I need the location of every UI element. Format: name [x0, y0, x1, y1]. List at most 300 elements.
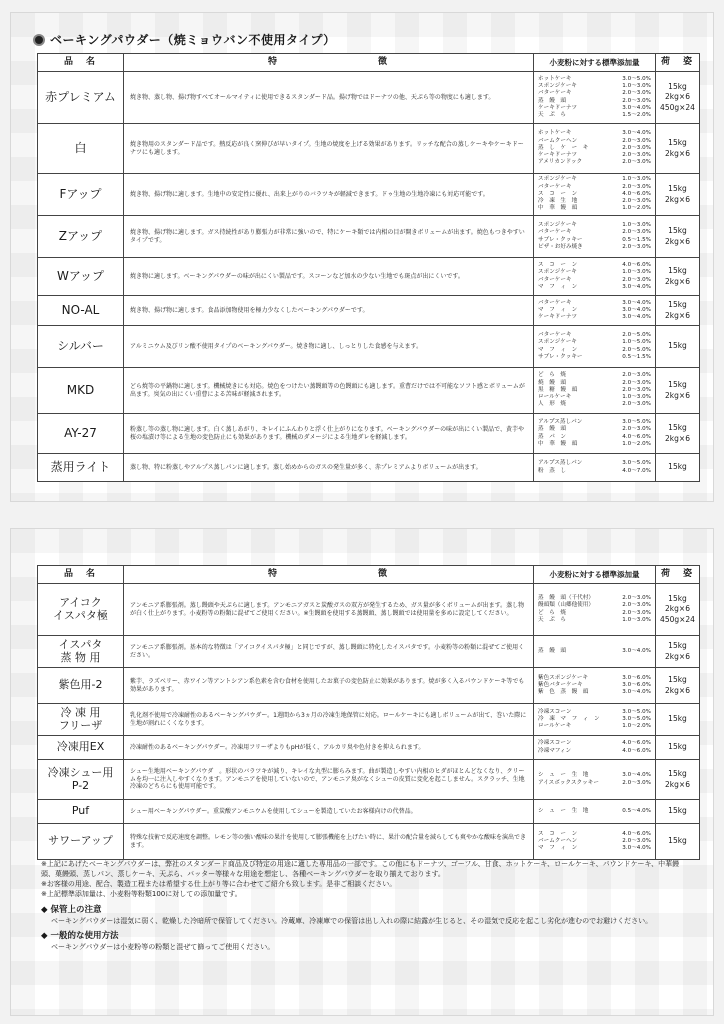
pack-size: 2kg×6 — [665, 236, 690, 246]
pack-cell — [656, 258, 700, 296]
product-name: Zアップ — [38, 216, 124, 258]
addition-cell — [534, 584, 656, 636]
pack-cell — [656, 800, 700, 824]
addition-row — [538, 808, 651, 815]
addition-amount: 1.0〜5.0% — [622, 339, 651, 346]
addition-row — [538, 602, 651, 609]
product-row — [38, 736, 700, 760]
addition-amount: 4.0〜6.0% — [622, 433, 651, 440]
addition-cell — [534, 368, 656, 414]
pack-size: 2kg×6 — [665, 148, 690, 158]
addition-row — [538, 723, 651, 730]
usage-text: ベーキングパウダーは小麦粉等の粉類と混ぜて篩ってご使用ください。 — [51, 943, 275, 952]
product-name: NO-AL — [38, 296, 124, 326]
product-name-line: 冷凍用EX — [56, 740, 105, 754]
addition-amount: 2.0〜3.0% — [622, 372, 651, 379]
addition-amount: 1.0〜2.0% — [622, 440, 651, 447]
storage-heading: ◆ 保管上の注意 — [41, 904, 102, 915]
addition-amount: 3.0〜4.0% — [622, 306, 651, 313]
header-pack: 荷 姿 — [656, 566, 700, 584]
product-description: 特殊な技術で反応速度を調整。レモン等の強い酸味の果汁を使用して膨張機能を上げたい時に、果汁の配合量を減らしても爽やかな酸味を演出できます。 — [124, 824, 534, 860]
product-row — [38, 704, 700, 736]
addition-row — [538, 441, 651, 448]
header-feature: 特 徴 — [124, 566, 534, 584]
product-row — [38, 584, 700, 636]
addition-amount: 2.0〜3.0% — [622, 379, 651, 386]
pack-cell — [656, 368, 700, 414]
addition-item: ピザ・お好み焼き — [538, 243, 583, 250]
addition-row — [538, 300, 651, 307]
pack-cell — [656, 296, 700, 326]
addition-cell — [534, 736, 656, 760]
addition-amount: 3.0〜5.0% — [622, 75, 651, 82]
addition-amount: 3.0〜4.0% — [622, 130, 651, 137]
addition-amount: 2.0〜5.0% — [622, 346, 651, 353]
addition-amount: 4.0〜7.0% — [622, 467, 651, 474]
addition-row — [538, 237, 651, 244]
addition-item: 紫色スポンジケーキ — [538, 674, 589, 681]
addition-row — [538, 112, 651, 119]
addition-row — [538, 426, 651, 433]
product-description: 粉蒸し等の蒸し物に適します。白く蒸しあがり、キレイにふんわりと浮く仕上がりになります。ベーキングパウダーの味が出にくい製品で、黄芋や桜の塩漬け等による生地の変色防止にも効果があります。機械のダメージによる生地ダレを軽減します。 — [124, 414, 534, 454]
addition-item: シ ュ ー 生 地 — [538, 807, 589, 814]
addition-item: 冷凍マフィン — [538, 747, 572, 754]
addition-amount: 2.0〜3.0% — [622, 401, 651, 408]
addition-amount: 4.0〜6.0% — [622, 190, 651, 197]
product-name-line: サワーアップ — [48, 834, 113, 848]
addition-row — [538, 76, 651, 83]
addition-amount: 3.0〜4.0% — [622, 772, 651, 779]
pack-cell — [656, 636, 700, 668]
product-description: 紫芋、ラズベリー、赤ワイン等アントシアン系色素を含む食材を使用したお菓子の変色防止に効果があります。焼が多く入るパウンドケーキ等でも効果があります。 — [124, 668, 534, 704]
pack-size: 15kg — [668, 769, 687, 779]
addition-amount: 2.0〜3.0% — [622, 386, 651, 393]
addition-row — [538, 159, 651, 166]
addition-row — [538, 610, 651, 617]
addition-amount: 2.0〜3.0% — [622, 229, 651, 236]
addition-row — [538, 98, 651, 105]
addition-row — [538, 229, 651, 236]
product-row — [38, 454, 700, 482]
addition-item: 焼 饅 頭 — [538, 379, 566, 386]
addition-amount: 2.0〜3.0% — [622, 243, 651, 250]
addition-row — [538, 354, 651, 361]
addition-item: マ フ ィ ン — [538, 346, 578, 353]
product-name: MKD — [38, 368, 124, 414]
pack-size: 2kg×6 — [665, 310, 690, 320]
product-description: 冷凍耐性のあるベーキングパウダー。冷凍用フリーザよりもpHが低く、アルカリ臭や色付きを抑えられます。 — [124, 736, 534, 760]
addition-item: ケーキドーナツ — [538, 104, 578, 111]
addition-amount: 1.0〜3.0% — [622, 269, 651, 276]
addition-item: 黒 糖 饅 頭 — [538, 386, 578, 393]
addition-amount: 2.0〜3.0% — [622, 137, 651, 144]
addition-item: アルプス蒸しパン — [538, 460, 583, 467]
pack-cell — [656, 124, 700, 174]
addition-item: 中 華 饅 頭 — [538, 205, 578, 212]
pack-size: 2kg×6 — [665, 651, 690, 661]
addition-amount: 2.0〜3.0% — [622, 779, 651, 786]
product-row — [38, 368, 700, 414]
addition-item: 天 ぷ ら — [538, 616, 566, 623]
title-text: ベーキングパウダー（焼ミョウバン不使用タイプ） — [50, 33, 336, 47]
addition-amount: 2.0〜3.0% — [622, 837, 651, 844]
addition-item: 蒸 饅 頭 — [538, 426, 566, 433]
addition-cell — [534, 668, 656, 704]
addition-amount: 2.0〜3.0% — [622, 198, 651, 205]
pack-size: 15kg — [668, 138, 687, 148]
addition-amount: 3.0〜5.0% — [622, 418, 651, 425]
addition-row — [538, 244, 651, 251]
addition-item: マ フ ィ ン — [538, 306, 578, 313]
addition-row — [538, 269, 651, 276]
addition-item: スポンジケーキ — [538, 176, 577, 183]
addition-amount: 1.0〜3.0% — [622, 176, 651, 183]
product-name: 白 — [38, 124, 124, 174]
addition-row — [538, 709, 651, 716]
addition-row — [538, 401, 651, 408]
addition-item: ケーキドーナツ — [538, 314, 578, 321]
addition-item: スポンジケーキ — [538, 221, 577, 228]
addition-amount: 2.0〜3.0% — [622, 159, 651, 166]
addition-cell — [534, 326, 656, 368]
addition-amount: 2.0〜3.0% — [622, 183, 651, 190]
addition-item: マ フ ィ ン — [538, 845, 578, 852]
product-description: どら焼等の平鍋物に適します。機械焼きにも対応。焼色をつけたい蒸饅頭等の色饅頭にも適します。重曹だけでは不可能なソフト感とボリュームが出ます。臭気の出にくい重曹による苦味が軽減されます。 — [124, 368, 534, 414]
addition-row — [538, 772, 651, 779]
product-description: アンモニア系膨張剤。基本的な特徴は「アイコクイスパタ極」と同じですが、蒸し饅頭に特化したイスパタです。小麦粉等の粉類に混ぜてご使用ください。 — [124, 636, 534, 668]
addition-row — [538, 105, 651, 112]
addition-row — [538, 138, 651, 145]
addition-amount: 3.0〜5.0% — [622, 708, 651, 715]
product-row — [38, 824, 700, 860]
pack-size: 2kg×6 — [665, 276, 690, 286]
product-description: 焼き物、揚げ物に適します。食品添加物使用を極力少なくしたベーキングパウダーです。 — [124, 296, 534, 326]
pack-cell — [656, 760, 700, 800]
note-line: ※上記にあげたベーキングパウダーは、弊社のスタンダード商品及び特定の用途に適した専用品の一部です。この他にもドーナツ、ゴーフル、甘食、ホットケーキ、ロールケーキ、パウンドケーキ、中華饅頭、菓饅頭、蒸しパン、蒸しケーキ、天ぷら、バッター等様々な用途を想定し、各種ベーキングパウダーを取り揃えております。 — [41, 860, 680, 879]
addition-amount: 4.0〜6.0% — [622, 830, 651, 837]
pack-size: 15kg — [668, 675, 687, 685]
pack-cell — [656, 72, 700, 124]
addition-item: 天 ぷ ら — [538, 112, 566, 119]
product-row — [38, 258, 700, 296]
addition-amount: 1.0〜2.0% — [622, 205, 651, 212]
addition-row — [538, 284, 651, 291]
header-name: 品 名 — [38, 566, 124, 584]
addition-row — [538, 460, 651, 467]
addition-amount: 2.0〜3.0% — [622, 276, 651, 283]
pack-size: 450g×24 — [660, 102, 695, 112]
product-name: シルバー — [38, 326, 124, 368]
addition-cell — [534, 800, 656, 824]
addition-row — [538, 845, 651, 852]
addition-cell — [534, 414, 656, 454]
product-table-2 — [37, 565, 700, 860]
product-name — [38, 636, 124, 668]
addition-item: アメリカンドック — [538, 159, 583, 166]
addition-item: 冷 凍 生 地 — [538, 198, 578, 205]
addition-amount: 1.0〜3.0% — [622, 82, 651, 89]
pack-size: 2kg×6 — [665, 779, 690, 789]
addition-amount: 4.0〜6.0% — [622, 740, 651, 747]
product-name — [38, 668, 124, 704]
addition-item: 蒸 パ ン — [538, 433, 566, 440]
addition-item: 蒸 饅 頭 — [538, 97, 566, 104]
pack-size: 2kg×6 — [665, 604, 690, 614]
addition-amount: 1.5〜2.0% — [622, 112, 651, 119]
addition-row — [538, 184, 651, 191]
product-description: 焼き物に適します。ベーキングパウダーの味が出にくい製品です。スコーンなど加水の少ない生地でも斑点が出にくいです。 — [124, 258, 534, 296]
addition-cell — [534, 72, 656, 124]
product-name: 蒸用ライト — [38, 454, 124, 482]
addition-item: アルプス蒸しパン — [538, 418, 583, 425]
product-row — [38, 124, 700, 174]
addition-amount: 2.0〜3.0% — [622, 152, 651, 159]
addition-amount: 3.0〜5.0% — [622, 460, 651, 467]
addition-row — [538, 205, 651, 212]
product-name-line: 冷 凍 用 — [60, 705, 101, 719]
product-name-line: フリーザ — [58, 718, 103, 732]
product-name-line: P-2 — [71, 778, 90, 792]
pack-size: 450g×24 — [660, 614, 695, 624]
addition-amount: 1.0〜3.0% — [622, 221, 651, 228]
addition-row — [538, 689, 651, 696]
addition-row — [538, 617, 651, 624]
addition-amount: 3.0〜4.0% — [622, 299, 651, 306]
product-description: 焼き物、揚げ物に適します。ガス持続性があり膨張力が非常に強いので、特にケーキ類では内相の目が開きボリュームが出ます。焼色もつきやすいタイプです。 — [124, 216, 534, 258]
usage-heading: ◆ 一般的な使用方法 — [41, 931, 119, 942]
addition-cell — [534, 296, 656, 326]
product-description: シュー用ベーキングパウダー。重炭酸アンモニウムを使用してシューを製造していたお客様向けの代替品。 — [124, 800, 534, 824]
product-row — [38, 72, 700, 124]
product-description: 焼き物、蒸し物、揚げ物すべてオールマイティに使用できるスタンダード品。揚げ物ではドーナツの他、天ぷら等の物度にも適します。 — [124, 72, 534, 124]
product-name — [38, 584, 124, 636]
header-addition: 小麦粉に対する標準添加量 — [534, 54, 656, 72]
pack-size: 15kg — [668, 836, 687, 846]
product-name — [38, 704, 124, 736]
pack-size: 15kg — [668, 806, 687, 816]
product-name-line: 紫色用-2 — [58, 678, 103, 692]
addition-row — [538, 314, 651, 321]
addition-item: ど ら 焼 — [538, 372, 566, 379]
product-name: AY-27 — [38, 414, 124, 454]
pack-cell — [656, 668, 700, 704]
header-addition: 小麦粉に対する標準添加量 — [534, 566, 656, 584]
pack-size: 15kg — [668, 266, 687, 276]
addition-item: サブレ・クッキー — [538, 353, 583, 360]
product-name-line: Puf — [71, 804, 90, 818]
product-description: 乳化剤不使用で冷凍耐性のあるベーキングパウダー。1週間から3ヵ月の冷凍生地保管に対応。ロールケーキにも適しボリュームが出て、巻いた際に生地が割れにくくなります。 — [124, 704, 534, 736]
pack-size: 15kg — [668, 82, 687, 92]
addition-item: スポンジケーキ — [538, 269, 577, 276]
pack-size: 15kg — [668, 462, 687, 472]
header-feature: 特 徴 — [124, 54, 534, 72]
addition-item: ロールケーキ — [538, 723, 572, 730]
pack-size: 15kg — [668, 594, 687, 604]
addition-amount: 0.5〜1.5% — [622, 353, 651, 360]
addition-row — [538, 372, 651, 379]
addition-item: ス コ ー ン — [538, 261, 578, 268]
addition-cell — [534, 258, 656, 296]
addition-amount: 2.0〜5.0% — [622, 331, 651, 338]
addition-cell — [534, 174, 656, 216]
product-name — [38, 736, 124, 760]
addition-item: バターケーキ — [538, 276, 572, 283]
storage-text: ベーキングパウダーは湿気に弱く、乾燥した冷暗所で保管してください。冷蔵庫、冷凍庫での保管は出し入れの際に結露が生じると、その湿気で反応を起こし劣化が進むのでお避けください。 — [51, 916, 653, 925]
pack-size: 15kg — [668, 184, 687, 194]
addition-amount: 3.0〜4.0% — [622, 104, 651, 111]
addition-item: バターケーキ — [538, 299, 572, 306]
addition-cell — [534, 704, 656, 736]
addition-item: 蒸 し ケ ー キ — [538, 144, 589, 151]
product-row — [38, 216, 700, 258]
addition-item: ケーキドーナツ — [538, 152, 578, 159]
addition-item: 蒸 饅 頭 — [538, 647, 566, 654]
addition-item: スポンジケーキ — [538, 339, 577, 346]
addition-item: バターケーキ — [538, 331, 572, 338]
addition-amount: 3.0〜4.0% — [622, 314, 651, 321]
pack-cell — [656, 454, 700, 482]
bullet-icon — [33, 34, 45, 46]
addition-amount: 0.5〜4.0% — [622, 807, 651, 814]
addition-cell — [534, 124, 656, 174]
addition-row — [538, 130, 651, 137]
pack-size: 15kg — [668, 742, 687, 752]
product-name-line: イスパタ極 — [53, 608, 108, 622]
addition-amount: 0.5〜1.5% — [622, 236, 651, 243]
addition-amount: 1.0〜2.0% — [622, 723, 651, 730]
product-name — [38, 824, 124, 860]
product-row — [38, 174, 700, 216]
product-row — [38, 326, 700, 368]
addition-row — [538, 468, 651, 475]
pack-cell — [656, 326, 700, 368]
product-row — [38, 668, 700, 704]
addition-item: ロールケーキ — [538, 394, 572, 401]
addition-amount: 3.0〜5.0% — [622, 715, 651, 722]
pack-cell — [656, 414, 700, 454]
addition-item: ホットケーキ — [538, 75, 572, 82]
product-description: シュー生地用ベーキングパウダ 。形状のバラツキが減り、キレイな丸型に膨らみます。曲が製造しやすい内相のヒダがほとんどなくなり、クリームを均一に注入しやすくなります。アンモニアを使用していないので、アンモニア臭がなくシューの皮質に変化を起こしません。スクラッチ、生地冷凍のどちらにも使用可能です。 — [124, 760, 534, 800]
addition-item: 紫色バターケーキ — [538, 681, 583, 688]
pack-size: 15kg — [668, 226, 687, 236]
addition-row — [538, 90, 651, 97]
addition-amount: 2.0〜3.0% — [622, 90, 651, 97]
addition-row — [538, 740, 651, 747]
addition-amount: 3.0〜4.0% — [622, 647, 651, 654]
product-row — [38, 414, 700, 454]
addition-item: マ フ ィ ン — [538, 283, 578, 290]
product-name: Wアップ — [38, 258, 124, 296]
addition-amount: 4.0〜6.0% — [622, 747, 651, 754]
addition-row — [538, 780, 651, 787]
header-pack: 荷 姿 — [656, 54, 700, 72]
addition-row — [538, 339, 651, 346]
product-name-line: イスパタ — [58, 637, 103, 651]
addition-amount: 1.0〜3.0% — [622, 394, 651, 401]
addition-amount: 2.0〜3.0% — [622, 144, 651, 151]
addition-row — [538, 748, 651, 755]
pack-size: 15kg — [668, 300, 687, 310]
pack-cell — [656, 216, 700, 258]
addition-item: 中 華 饅 頭 — [538, 440, 578, 447]
addition-amount: 1.0〜3.0% — [622, 616, 651, 623]
addition-row — [538, 277, 651, 284]
addition-item: ス コ ー ン — [538, 830, 578, 837]
product-description: アルミニウム及びリン酸不使用タイプのベーキングパウダー。焼き物に適し、しっとりした食感を与えます。 — [124, 326, 534, 368]
addition-row — [538, 347, 651, 354]
pack-size: 15kg — [668, 423, 687, 433]
pack-size: 15kg — [668, 641, 687, 651]
pack-size: 15kg — [668, 341, 687, 351]
product-name: Fアップ — [38, 174, 124, 216]
addition-amount: 2.0〜3.0% — [622, 426, 651, 433]
addition-row — [538, 380, 651, 387]
note-line: ※上記標準添加量は、小麦粉等粉類100に対しての添加量です。 — [41, 890, 242, 899]
pack-size: 15kg — [668, 380, 687, 390]
addition-item: 蒸 饅 頭（千代村） — [538, 594, 594, 601]
pack-cell — [656, 824, 700, 860]
addition-item: バターケーキ — [538, 229, 572, 236]
product-description: 焼き物用のスタンダード品です。熱反応が良く窯伸びが早いタイプ。生地の焼度を上げる効果があります。リッチな配合の蒸しケーキやケーキドーナツにも適します。 — [124, 124, 534, 174]
addition-item: 冷凍スコーン — [538, 740, 572, 747]
addition-cell — [534, 454, 656, 482]
addition-item: バームクーヘン — [538, 837, 578, 844]
product-description: 蒸し物、特に粉蒸しやアルプス蒸しパンに適します。蒸し始めからのガスの発生量が多く、赤プレミアムよりボリュームが出ます。 — [124, 454, 534, 482]
addition-item: バターケーキ — [538, 90, 572, 97]
addition-row — [538, 434, 651, 441]
addition-amount: 3.0〜6.0% — [622, 674, 651, 681]
product-name: 赤プレミアム — [38, 72, 124, 124]
product-row — [38, 636, 700, 668]
product-name-line: 冷凍シュー用 — [47, 765, 114, 779]
pack-cell — [656, 584, 700, 636]
pack-cell — [656, 704, 700, 736]
addition-item: 饅頭類（山郷他使用） — [538, 602, 594, 609]
pack-size: 2kg×6 — [665, 433, 690, 443]
addition-amount: 2.0〜3.0% — [622, 97, 651, 104]
addition-item: 人 形 焼 — [538, 401, 566, 408]
pack-cell — [656, 736, 700, 760]
addition-item: ど ら 焼 — [538, 609, 566, 616]
pack-size: 2kg×6 — [665, 92, 690, 102]
addition-cell — [534, 824, 656, 860]
addition-amount: 3.0〜4.0% — [622, 845, 651, 852]
product-card-lower — [10, 528, 714, 1016]
pack-cell — [656, 174, 700, 216]
product-row — [38, 296, 700, 326]
header-name: 品 名 — [38, 54, 124, 72]
addition-item: アイスボックスクッキー — [538, 779, 599, 786]
addition-item: 粉 蒸 し — [538, 467, 566, 474]
product-table-1 — [37, 53, 700, 482]
addition-row — [538, 176, 651, 183]
addition-row — [538, 675, 651, 682]
addition-amount: 2.0〜3.0% — [622, 609, 651, 616]
pack-size: 2kg×6 — [665, 194, 690, 204]
addition-item: 冷 凍 マ フ ィ ン — [538, 715, 600, 722]
addition-amount: 4.0〜6.0% — [622, 261, 651, 268]
addition-item: 紫 色 蒸 饅 頭 — [538, 689, 589, 696]
addition-item: バターケーキ — [538, 183, 572, 190]
addition-item: サブレ・クッキー — [538, 236, 583, 243]
addition-item: バームクーヘン — [538, 137, 578, 144]
product-description: 焼き物、揚げ物に適します。生地中の安定性に優れ、出来上がりのバラツキが軽減できます。ドゥ生地の生地冷凍にも対応可能です。 — [124, 174, 534, 216]
product-name-line: アイコク — [59, 595, 102, 609]
product-description: アンモニア系膨張剤。蒸し饅頭や天ぷらに適します。アンモニアガスと炭酸ガスの双方が発生するため、ガス量が多くボリュームが出ます。蒸し物が白く仕上がります。小麦粉等の粉類に混ぜてご使用ください。※生饅頭を使用する蒸饅頭、蒸し饅頭では使用量を多めに設定してください。 — [124, 584, 534, 636]
product-name — [38, 760, 124, 800]
addition-item: ス コ ー ン — [538, 190, 578, 197]
addition-amount: 3.0〜6.0% — [622, 681, 651, 688]
